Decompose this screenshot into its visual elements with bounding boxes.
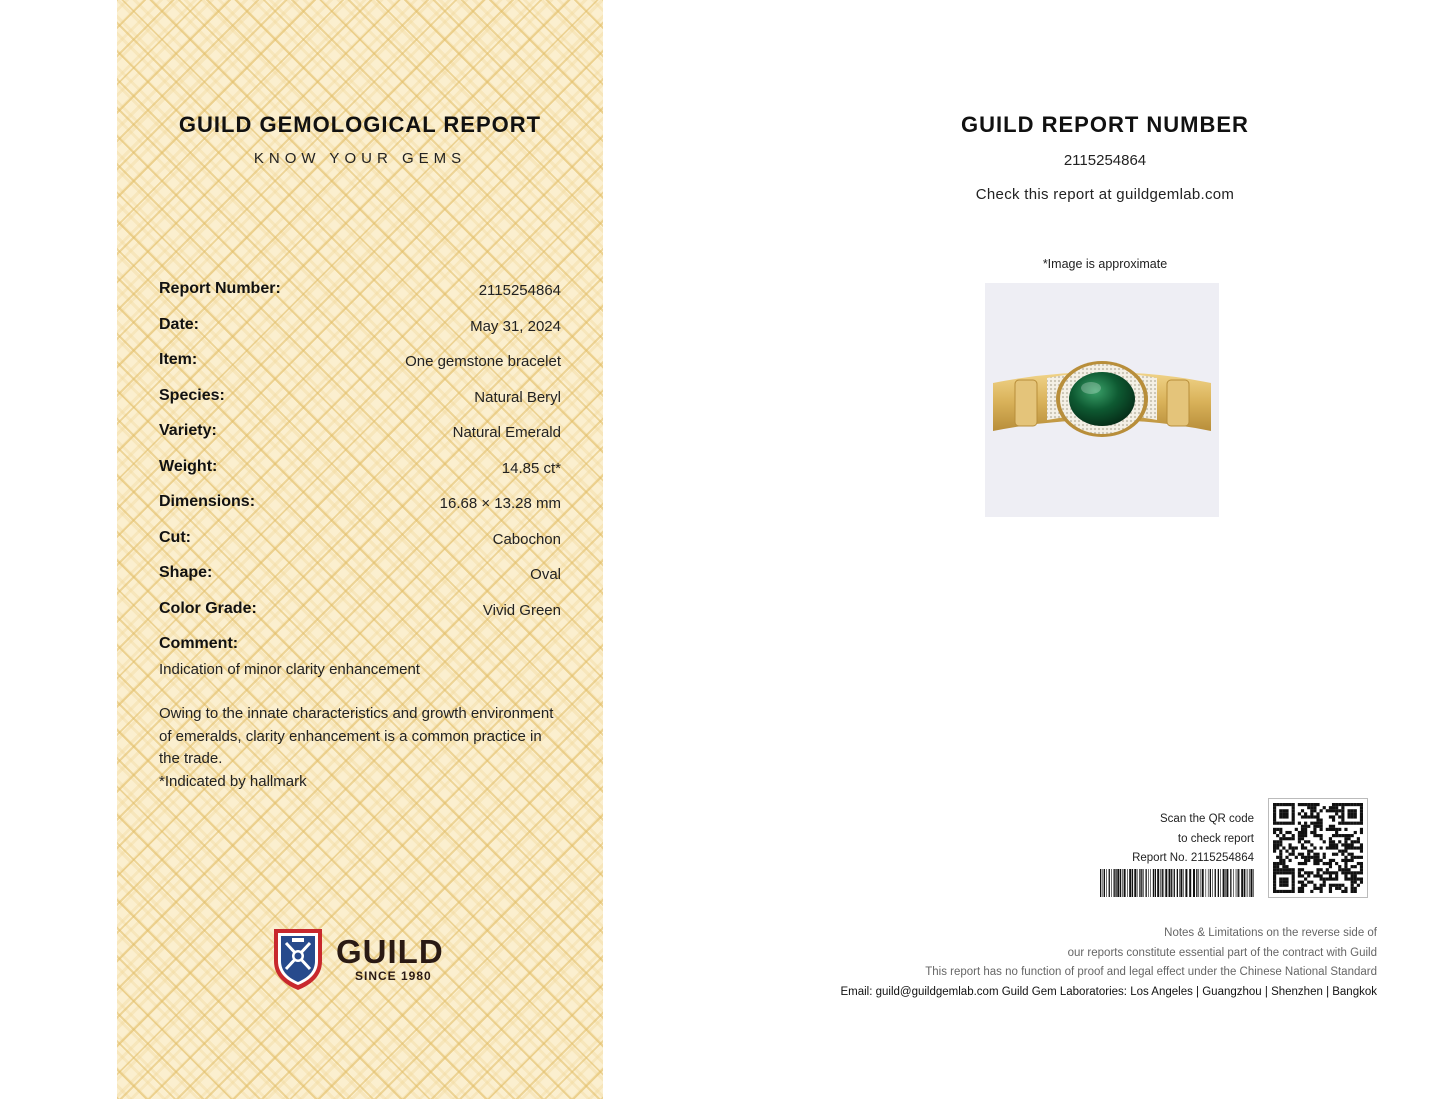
barcode xyxy=(1100,869,1255,897)
field-label: Variety: xyxy=(159,422,217,439)
field-label: Weight: xyxy=(159,457,218,475)
field-value: One gemstone bracelet xyxy=(405,353,561,370)
bracelet-photo xyxy=(985,283,1219,517)
field-value: Vivid Green xyxy=(482,601,561,619)
report-number-heading: GUILD REPORT NUMBER xyxy=(961,112,1249,137)
scan-line-2: to check report xyxy=(1177,832,1254,845)
hallmark-note: *Indicated by hallmark xyxy=(159,772,307,790)
bracelet-image xyxy=(985,283,1219,517)
clarity-note: Owing to the innate characteristics and growth environment of emeralds, clarity enhancement is a common practice in the trade. xyxy=(159,705,554,767)
notes-line-3: This report has no function of proof and legal effect under the Chinese National Standard xyxy=(925,966,1377,978)
comment-text: Indication of minor clarity enhancement xyxy=(159,661,420,678)
logo-since: SINCE 1980 xyxy=(355,969,432,983)
legal-notes xyxy=(840,924,1377,1002)
guild-logo xyxy=(272,925,452,995)
field-value: 16.68 × 13.28 mm xyxy=(439,495,561,512)
qr-code[interactable] xyxy=(1268,798,1368,898)
field-value: 14.85 ct* xyxy=(501,459,561,477)
field-label: Dimensions: xyxy=(159,493,256,510)
field-row-date xyxy=(159,316,561,352)
notes-line-2: our reports constitute essential part of the contract with Guild xyxy=(1067,946,1377,959)
report-tagline: KNOW YOUR GEMS xyxy=(253,150,467,167)
field-row-variety xyxy=(159,422,561,458)
field-label: Color Grade: xyxy=(159,599,257,617)
check-report-link[interactable]: Check this report at guildgemlab.com xyxy=(975,186,1235,203)
field-row-report-number xyxy=(159,280,561,316)
logo-wordmark: GUILD xyxy=(336,933,444,970)
guild-shield-icon xyxy=(272,925,324,991)
field-value: 2115254864 xyxy=(478,282,561,299)
field-row-species xyxy=(159,387,561,423)
qr-code-icon xyxy=(1273,803,1363,893)
report-title: GUILD GEMOLOGICAL REPORT xyxy=(178,112,542,137)
report-fields xyxy=(159,280,561,635)
report-panel xyxy=(117,0,603,1099)
field-label: Item: xyxy=(159,351,198,368)
field-value: Cabochon xyxy=(492,530,561,548)
field-row-item xyxy=(159,351,561,387)
scan-line-3: Report No. 2115254864 xyxy=(1132,852,1254,864)
comment-label: Comment: xyxy=(159,635,239,652)
field-row-color-grade xyxy=(159,600,561,636)
field-value: Natural Beryl xyxy=(474,388,561,406)
field-row-shape xyxy=(159,564,561,600)
image-approx-note: *Image is approximate xyxy=(1042,257,1168,271)
field-label: Shape: xyxy=(159,564,213,581)
scan-line-1: Scan the QR code xyxy=(1160,813,1254,825)
field-label: Species: xyxy=(159,386,225,404)
field-row-weight xyxy=(159,458,561,494)
qr-instructions xyxy=(1060,810,1254,869)
field-value: Natural Emerald xyxy=(452,424,561,441)
field-label: Date: xyxy=(159,315,200,333)
comment-note xyxy=(159,703,559,793)
field-label: Cut: xyxy=(159,528,191,546)
field-row-dimensions xyxy=(159,493,561,529)
field-label: Report Number: xyxy=(159,280,281,297)
report-number: 2115254864 xyxy=(1063,152,1147,169)
field-value: May 31, 2024 xyxy=(470,317,561,335)
field-row-cut xyxy=(159,529,561,565)
contact-line: Email: guild@guildgemlab.com Guild Gem Laboratories: Los Angeles | Guangzhou | Shenzhen | Bangkok xyxy=(840,985,1377,998)
notes-line-1: Notes & Limitations on the reverse side of xyxy=(1164,927,1377,939)
field-value: Oval xyxy=(530,566,561,583)
